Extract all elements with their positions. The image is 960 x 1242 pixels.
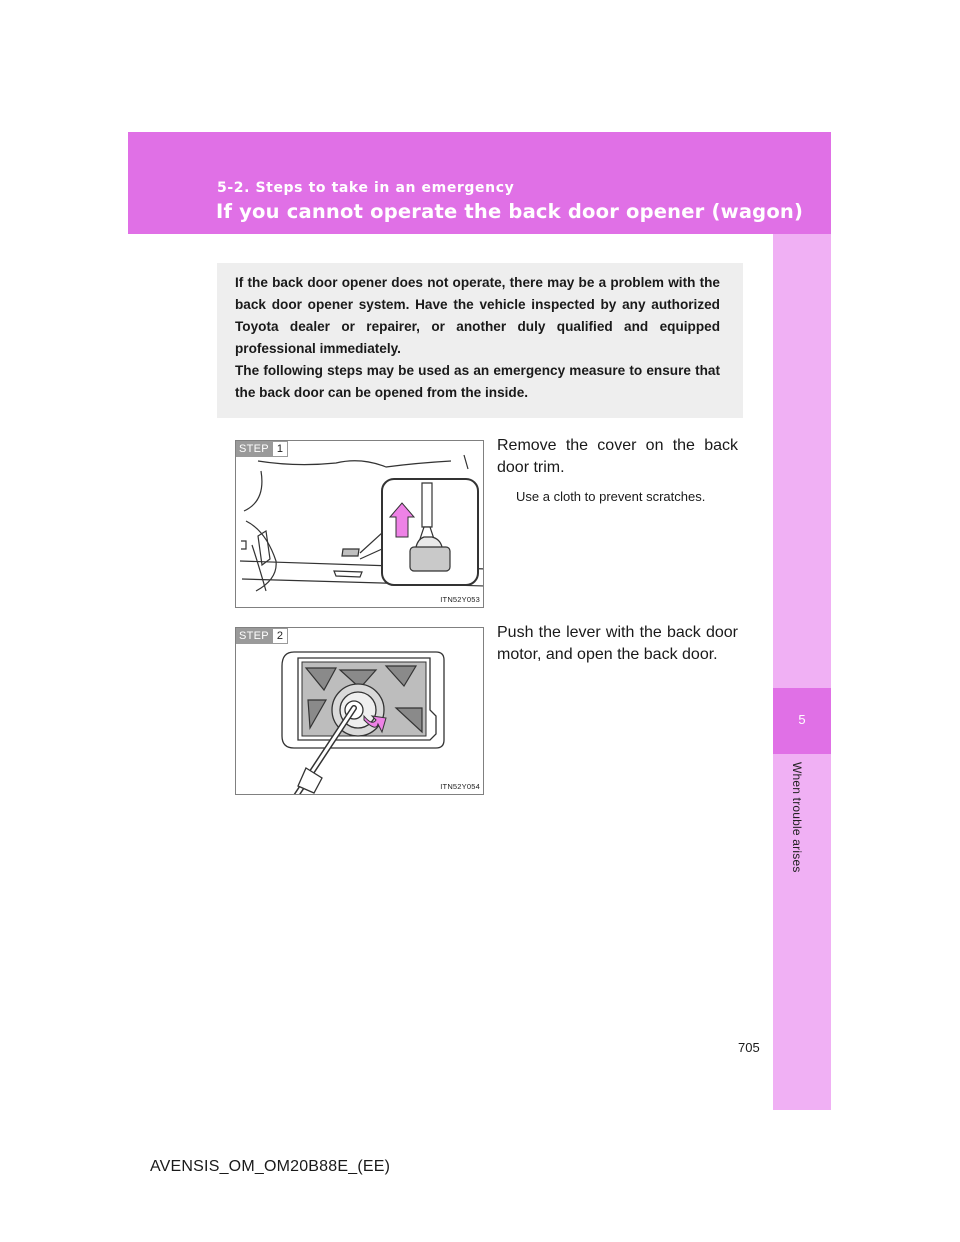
figure-code: ITN52Y054 [440, 782, 480, 791]
step-badge-label: STEP [236, 628, 272, 644]
info-box [217, 263, 743, 418]
step-badge-label: STEP [236, 441, 272, 457]
chapter-title: When trouble arises [790, 762, 804, 873]
step-1-text: Remove the cover on the back door trim. [497, 437, 738, 476]
step-1-illustration [235, 440, 484, 608]
back-door-motor-drawing [236, 628, 484, 795]
page-number: 705 [738, 1040, 760, 1055]
step-2-text: Push the lever with the back door motor, and open the back door. [497, 624, 738, 663]
info-paragraph: The following steps may be used as an emergency measure to ensure that the back door can be opened from the inside. [235, 363, 720, 400]
step-badge-number: 1 [272, 441, 288, 457]
step-1-note: Use a cloth to prevent scratches. [516, 489, 706, 504]
info-paragraph: If the back door opener does not operate, there may be a problem with the back door opener system. Have the vehicle inspected by any authorized Toyota dealer or repairer, or another duly qualified and equipped professional immediately. [235, 275, 720, 356]
chapter-side-tab [773, 234, 831, 1110]
step-badge [236, 441, 288, 457]
chapter-number: 5 [798, 712, 806, 727]
page-title: If you cannot operate the back door opener (wagon) [216, 200, 804, 223]
document-code: AVENSIS_OM_OM20B88E_(EE) [150, 1158, 391, 1175]
section-label: 5-2. Steps to take in an emergency [217, 180, 515, 196]
step-2-illustration [235, 627, 484, 795]
step-badge [236, 628, 288, 644]
figure-code: ITN52Y053 [440, 595, 480, 604]
step-badge-number: 2 [272, 628, 288, 644]
back-door-trim-drawing [236, 441, 484, 608]
